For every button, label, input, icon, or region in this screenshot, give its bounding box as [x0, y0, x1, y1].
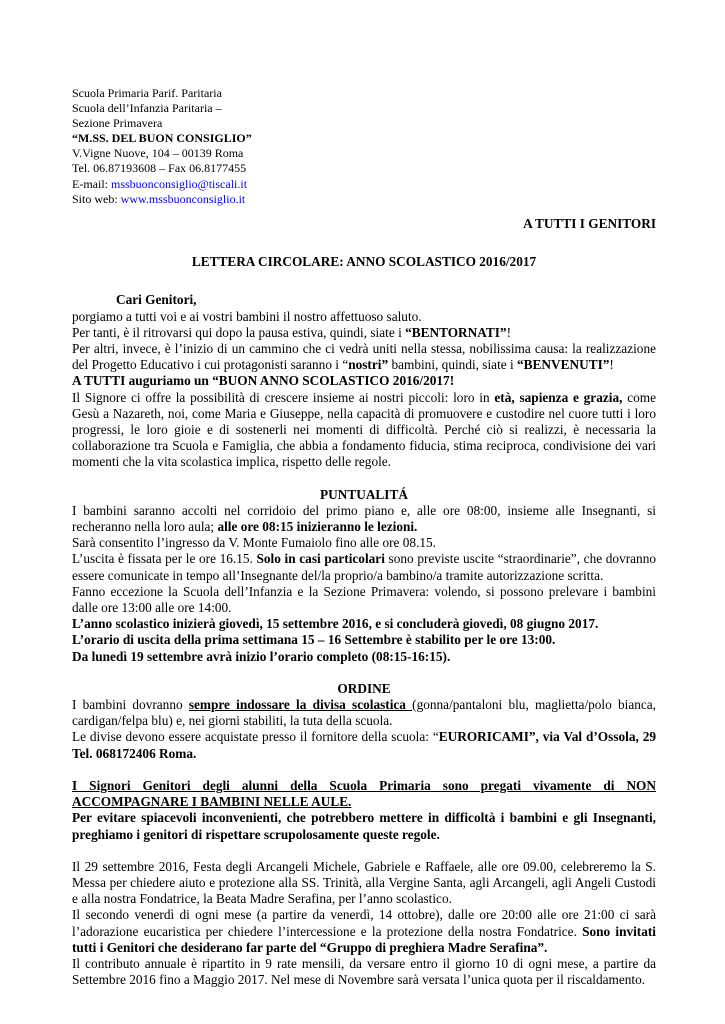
header-line: Sezione Primavera [72, 116, 163, 131]
paragraph: Le divise devono essere acquistate presso il fornitore della scuola: “EURORICAMI”, via Val d’Ossola, 29 Tel. 068172406 Roma. [72, 729, 657, 761]
intro-line: porgiamo a tutti voi e ai vostri bambini il nostro affettuoso saluto. [72, 308, 422, 324]
school-header [72, 86, 252, 207]
intro-paragraph: Il Signore ci offre la possibilità di crescere insieme ai nostri piccoli: loro in età, sapienza e grazia, come Gesù a Nazareth, noi, come Maria e Giuseppe, nella capacità di promuovere e custodire nel cuore tutti i loro progressi, le loro gioie e di sostenerli nei momenti di difficoltà. Perché ciò si realizzi, è necessaria la collaborazione tra Scuola e Famiglia, che abbia a fondamento fiducia, stima reciproca, condivisione dei vari momenti che la vita scolastica implica, rispetto delle regole. [72, 389, 656, 470]
header-line: Scuola Primaria Parif. Paritaria [72, 86, 222, 100]
paragraph: L’uscita è fissata per le ore 16.15. Solo in casi particolari sono previste uscite “straordinarie”, che dovranno essere comunicate in tempo all’Insegnante del/la proprio/a bambino/a tramite autorizzazione scritta. [72, 551, 656, 583]
greeting: Cari Genitori, [116, 292, 197, 308]
header-email: E-mail: mssbuonconsiglio@tiscali.it [72, 176, 248, 191]
paragraph: Il secondo venerdì di ogni mese (a partire da venerdì, 14 ottobre), dalle ore 20:00 alle ore 21:00 ci sarà l’adorazione eucaristica per chiedere l’intercessione e la protezione della nostra Fondatrice. Sono invitati tutti i Genitori che desiderano far parte del “Gruppo di preghiera Madre Serafina”. [72, 907, 657, 955]
section-heading-puntualita: PUNTUALITÁ [320, 486, 408, 502]
addressee: A TUTTI I GENITORI [523, 216, 656, 231]
header-phone: Tel. 06.87193608 – Fax 06.8177455 [72, 161, 247, 176]
paragraph: L’anno scolastico inizierà giovedì, 15 settembre 2016, e si concluderà giovedì, 08 giugno 2017. [72, 616, 599, 632]
section-heading-ordine: ORDINE [337, 680, 391, 696]
school-name: “M.SS. DEL BUON CONSIGLIO” [72, 131, 252, 146]
email-link[interactable]: mssbuonconsiglio@tiscali.it [111, 176, 248, 191]
notice-paragraph: Per evitare spiacevoli inconvenienti, che potrebbero mettere in difficoltà i bambini e gli Insegnanti, preghiamo i genitori di rispettare scrupolosamente queste regole. [72, 810, 656, 842]
notice-paragraph: I Signori Genitori degli alunni della Scuola Primaria sono pregati vivamente di NON ACCOMPAGNARE I BAMBINI NELLE AULE. [72, 777, 656, 810]
paragraph: Il 29 settembre 2016, Festa degli Arcangeli Michele, Gabriele e Raffaele, alle ore 09.00, celebreremo la S. Messa per chiedere aiuto e protezione alla SS. Trinità, alla Vergine Santa, agli Arcangeli, agli Angeli Custodi e alla nostra Fondatrice, la Beata Madre Serafina, per l’anno scolastico. [72, 858, 656, 907]
paragraph: Il contributo annuale è ripartito in 9 rate mensili, da versare entro il giorno 10 di ogni mese, a partire da Settembre 2016 fino a Maggio 2017. Nel mese di Novembre sarà versata l’unica quota per il riscaldamento. [72, 955, 656, 988]
paragraph: I bambini saranno accolti nel corridoio del primo piano e, alle ore 08:00, insieme alle Insegnanti, si recheranno nella loro aula; alle ore 08:15 inizieranno le lezioni. [72, 502, 656, 535]
website-link[interactable]: www.mssbuonconsiglio.it [120, 191, 246, 206]
letter-title: LETTERA CIRCOLARE: ANNO SCOLASTICO 2016/2017 [191, 254, 537, 270]
intro-line: Per tanti, è il ritrovarsi qui dopo la pausa estiva, quindi, siate i “BENTORNATI”! [72, 324, 512, 340]
header-website: Sito web: www.mssbuonconsiglio.it [72, 191, 246, 206]
header-address: V.Vigne Nuove, 104 – 00139 Roma [72, 146, 244, 161]
paragraph: Sarà consentito l’ingresso da V. Monte Fumaiolo fino alle ore 08.15. [72, 535, 437, 551]
paragraph: L’orario di uscita della prima settimana 15 – 16 Settembre è stabilito per le ore 13:00. [72, 632, 556, 648]
header-line: Scuola dell’Infanzia Paritaria – [72, 101, 222, 116]
paragraph: Da lunedì 19 settembre avrà inizio l’orario completo (08:15-16:15). [72, 648, 451, 664]
paragraph: I bambini dovranno sempre indossare la divisa scolastica (gonna/pantaloni blu, maglietta/polo bianca, cardigan/felpa blu) e, nei giorni stabiliti, la tuta della scuola. [72, 697, 656, 729]
intro-wish: A TUTTI auguriamo un “BUON ANNO SCOLASTICO 2016/2017! [72, 373, 455, 389]
intro-paragraph: Per altri, invece, è l’inizio di un cammino che ci vedrà uniti nella stessa, nobilissima causa: la realizzazione del Progetto Educativo i cui protagonisti saranno i “nostri” bambini, quindi, siate i “BENVENUTI”! [72, 341, 656, 373]
letter-body [72, 216, 656, 988]
paragraph: Fanno eccezione la Scuola dell’Infanzia e la Sezione Primavera: volendo, si possono prelevare i bambini dalle ore 13:00 alle ore 14:00. [72, 583, 656, 616]
